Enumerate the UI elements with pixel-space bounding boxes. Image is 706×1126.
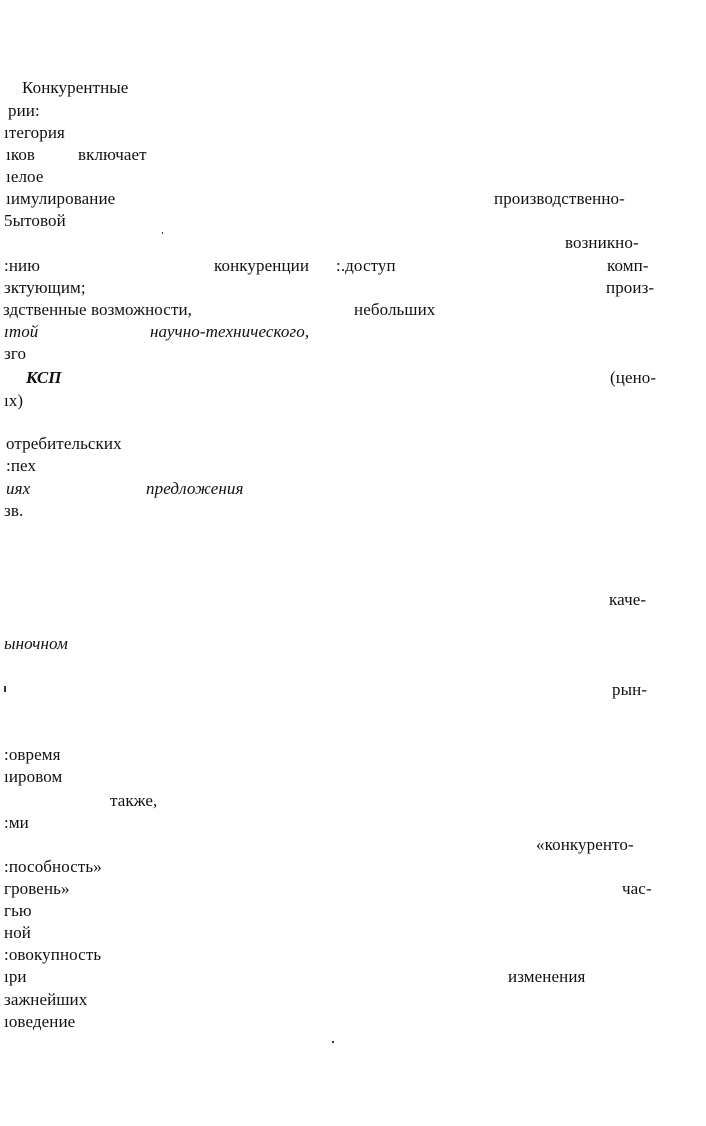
fragment-sovremya: :овремя [4,745,61,764]
fragment-konkurento: «конкуренто- [536,835,634,854]
fragment-go: зго [4,344,27,363]
fragment-predlozheniya: предложения [146,479,244,498]
fragment-konkurentnye: Конкурентные [22,78,129,97]
fragment-rynochnom: ыночном [4,634,68,653]
fragment-dostup: :.доступ [336,256,396,275]
fragment-takzhe: также, [110,791,158,810]
fragment-uspekh: :пех [6,456,37,475]
fragment-iyakh: иях [6,479,31,498]
fragment-nauchno-tekhnicheskogo: научно-технического, [150,322,310,341]
fragment-kh: ıх) [4,391,24,410]
fragment-niyu: :нию [4,256,41,275]
fragment-vklyuchaet: включает [78,145,147,164]
fragment-ov: зв. [4,501,24,520]
fragment-mi: :ми [4,813,29,832]
fragment-kategoriya: ıтегория [4,123,65,142]
fragment-mirovom: ıировом [4,767,63,786]
fragment-vozniknovenie: возникно- [565,233,639,252]
fragment-chas: час- [622,879,652,898]
fragment-proizvodstvenno: производственно- [494,189,625,208]
fragment-noy: ной [4,923,31,942]
fragment-povedenie: ıоведение [4,1012,76,1031]
fragment-ryn: рын- [612,680,648,699]
scan-speck [4,686,6,692]
fragment-potrebitelskikh: отребительских [6,434,122,453]
fragment-uroven: гровень» [4,879,70,898]
fragment-toy: ıтой [4,322,39,341]
fragment-tseloe: ıелое [6,167,44,186]
fragment-stimulirovanie: ıимулирование [6,189,116,208]
fragment-kache: каче- [609,590,647,609]
fragment-proiz: произ- [606,278,655,297]
fragment-izmeneniya: изменения [508,967,586,986]
fragment-ktuyushchim: зктующим; [4,278,86,297]
fragment-nebolshikh: небольших [354,300,436,319]
fragment-bytovoy: 5ытовой [4,211,66,230]
scan-speck [162,232,163,234]
fragment-tseno: (цено- [610,368,657,387]
fragment-vazhneyshikh: зажнейших [4,990,88,1009]
fragment-konkurentsii: конкуренции [214,256,310,275]
fragment-rii: рии: [8,101,40,120]
fragment-pri: ıри [4,967,27,986]
scan-speck [332,1041,334,1043]
fragment-dstvennye-vozmozhnosti: здственные возможности, [3,300,193,319]
fragment-komp: комп- [607,256,649,275]
fragment-kov: ıков [6,145,36,164]
fragment-tyu: гью [4,901,32,920]
fragment-sovokupnost: :овокупность [4,945,102,964]
fragment-ksp: КСП [26,368,62,387]
fragment-sposobnost: :пособность» [4,857,102,876]
